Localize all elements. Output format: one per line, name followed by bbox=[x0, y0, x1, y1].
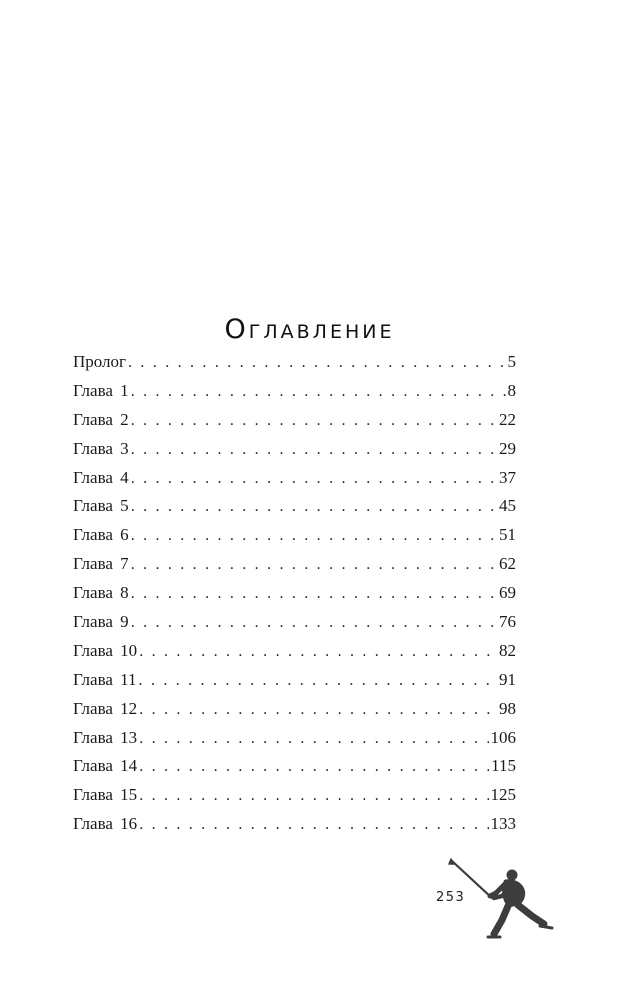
toc-dot-leader bbox=[131, 580, 497, 609]
toc-entry bbox=[73, 637, 516, 666]
toc-entry bbox=[73, 521, 516, 550]
toc-dot-leader bbox=[131, 436, 497, 465]
toc-entry-page: 22 bbox=[499, 409, 516, 429]
toc-entry-label: Глава 3 bbox=[73, 438, 129, 458]
toc-entry-label: Глава 5 bbox=[73, 496, 129, 516]
toc-entry-page: 29 bbox=[499, 438, 516, 458]
toc-entry-label: Глава 11 bbox=[73, 669, 137, 689]
toc-entry bbox=[73, 348, 516, 377]
toc-entry-page: 51 bbox=[499, 525, 516, 545]
toc-dot-leader bbox=[139, 725, 488, 754]
table-of-contents bbox=[73, 348, 516, 839]
toc-entry-page: 98 bbox=[499, 698, 516, 718]
toc-entry-page: 5 bbox=[507, 352, 516, 371]
toc-entry bbox=[73, 608, 516, 637]
toc-entry bbox=[73, 464, 516, 493]
toc-dot-leader bbox=[131, 407, 497, 436]
toc-entry-page: 133 bbox=[490, 814, 516, 834]
toc-entry bbox=[73, 492, 516, 521]
toc-entry-page: 82 bbox=[499, 640, 516, 660]
toc-entry bbox=[73, 752, 516, 781]
toc-entry-label: Глава 13 bbox=[73, 727, 138, 747]
toc-entry bbox=[73, 695, 516, 724]
page-number: 253 bbox=[436, 890, 466, 905]
toc-entry-label: Глава 14 bbox=[73, 756, 138, 776]
page-title: Оглавление bbox=[224, 314, 395, 346]
toc-dot-leader bbox=[139, 782, 488, 811]
toc-entry-label: Глава 6 bbox=[73, 525, 129, 545]
toc-entry bbox=[73, 724, 516, 753]
toc-entry-label: Глава 16 bbox=[73, 814, 138, 834]
toc-dot-leader bbox=[131, 522, 497, 551]
toc-dot-leader bbox=[139, 696, 497, 725]
toc-dot-leader bbox=[139, 638, 497, 667]
toc-entry bbox=[73, 377, 516, 406]
toc-entry bbox=[73, 810, 516, 839]
toc-entry bbox=[73, 579, 516, 608]
toc-entry-label: Глава 9 bbox=[73, 612, 129, 632]
toc-entry-label: Глава 10 bbox=[73, 640, 138, 660]
toc-dot-leader bbox=[131, 378, 506, 407]
toc-entry-page: 69 bbox=[499, 583, 516, 603]
toc-entry-label: Глава 1 bbox=[73, 380, 129, 400]
toc-entry-label: Глава 12 bbox=[73, 698, 138, 718]
toc-entry-page: 115 bbox=[491, 756, 516, 776]
toc-entry bbox=[73, 406, 516, 435]
toc-entry-label: Глава 4 bbox=[73, 467, 129, 487]
toc-dot-leader bbox=[139, 667, 497, 696]
toc-dot-leader bbox=[139, 811, 488, 840]
toc-entry bbox=[73, 666, 516, 695]
toc-dot-leader bbox=[131, 551, 497, 580]
toc-entry-label: Глава 8 bbox=[73, 583, 129, 603]
toc-dot-leader bbox=[131, 493, 497, 522]
toc-dot-leader bbox=[128, 349, 505, 378]
toc-entry-page: 8 bbox=[507, 380, 516, 400]
toc-entry bbox=[73, 550, 516, 579]
toc-entry-page: 106 bbox=[490, 727, 516, 747]
toc-entry-label: Глава 7 bbox=[73, 554, 129, 574]
toc-entry-label: Глава 2 bbox=[73, 409, 129, 429]
toc-dot-leader bbox=[131, 609, 497, 638]
toc-dot-leader bbox=[131, 465, 497, 494]
toc-entry-label: Глава 15 bbox=[73, 785, 138, 805]
toc-entry-page: 91 bbox=[499, 669, 516, 689]
toc-entry-page: 125 bbox=[490, 785, 516, 805]
toc-entry-page: 76 bbox=[499, 612, 516, 632]
toc-dot-leader bbox=[139, 753, 489, 782]
toc-entry bbox=[73, 781, 516, 810]
toc-entry bbox=[73, 435, 516, 464]
toc-entry-page: 37 bbox=[499, 467, 516, 487]
toc-entry-page: 45 bbox=[499, 496, 516, 516]
toc-entry-label: Пролог bbox=[73, 352, 127, 371]
toc-entry-page: 62 bbox=[499, 554, 516, 574]
